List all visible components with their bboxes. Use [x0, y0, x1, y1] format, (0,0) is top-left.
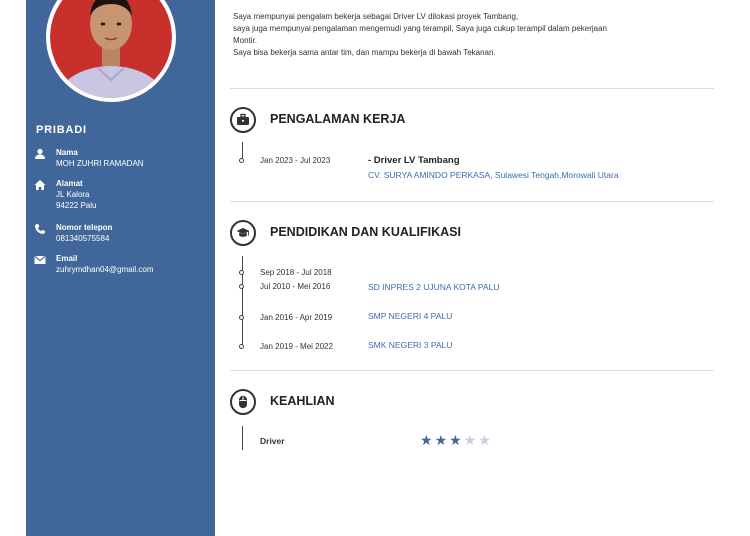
summary-line: Saya bisa bekerja sama antar tim, dan mampu bekerja di bawah Tekanan.: [233, 48, 496, 57]
info-label: Nama: [56, 148, 78, 157]
section-divider: [230, 201, 714, 202]
mouse-icon: [236, 395, 250, 409]
education-title: PENDIDIKAN DAN KUALIFIKASI: [270, 225, 461, 239]
info-value: MOH ZUHRI RAMADAN: [56, 159, 144, 168]
star-empty-icon: ★: [478, 432, 493, 448]
skill-rating: [420, 432, 493, 449]
phone-icon: [34, 223, 46, 235]
info-label: Alamat: [56, 179, 83, 188]
star-filled-icon: ★: [420, 432, 435, 448]
profile-portrait: [50, 0, 172, 98]
timeline-dot: [239, 284, 244, 289]
info-value: 94222 Palu: [56, 201, 97, 210]
personal-section-title: PRIBADI: [36, 124, 87, 136]
education-date: Jul 2010 - Mei 2016: [260, 282, 331, 291]
skills-section-icon: [230, 389, 256, 415]
section-divider: [230, 370, 714, 371]
experience-date: Jan 2023 - Jul 2023: [260, 156, 331, 165]
info-value: zuhrymdhan04@gmail.com: [56, 265, 154, 274]
education-school: SMP NEGERI 4 PALU: [368, 311, 453, 321]
briefcase-icon: [236, 113, 250, 127]
info-label: Nomor telepon: [56, 223, 113, 232]
education-school: SD INPRES 2 UJUNA KOTA PALU: [368, 282, 500, 292]
envelope-icon: [34, 254, 46, 266]
experience-role: - Driver LV Tambang: [368, 155, 460, 166]
main-content: [230, 0, 714, 536]
education-date: Sep 2018 - Jul 2018: [260, 268, 332, 277]
graduation-cap-icon: [236, 226, 250, 240]
education-section-icon: [230, 220, 256, 246]
info-label: Email: [56, 254, 78, 263]
education-date: Jan 2019 - Mei 2022: [260, 342, 333, 351]
timeline-dot: [239, 158, 244, 163]
experience-title: PENGALAMAN KERJA: [270, 112, 406, 126]
sidebar: [26, 0, 215, 536]
timeline-dot: [239, 315, 244, 320]
info-value: JL Kalora: [56, 190, 90, 199]
skills-title: KEAHLIAN: [270, 394, 335, 408]
experience-section-icon: [230, 107, 256, 133]
star-filled-icon: ★: [434, 432, 450, 448]
summary-line: saya juga mempunyai pengalaman mengemudi yang terampil, Saya juga cukup terampil dalam pekerjaan: [233, 24, 607, 33]
section-divider: [230, 88, 714, 89]
summary-line: Saya mempunyai pengalam bekerja sebagai Driver LV dilokasi proyek Tambang,: [233, 12, 519, 21]
education-school: SMK NEGERI 3 PALU: [368, 340, 453, 350]
star-empty-icon: ★: [463, 432, 479, 448]
skill-name: Driver: [260, 436, 285, 446]
timeline-line: [242, 426, 243, 450]
education-date: Jan 2016 - Apr 2019: [260, 313, 333, 322]
person-icon: [34, 148, 46, 160]
experience-company: CV. SURYA AMINDO PERKASA, Sulawesi Tengah,Morowali Utara: [368, 170, 619, 180]
star-filled-icon: ★: [449, 432, 464, 448]
profile-summary: [233, 11, 607, 59]
profile-photo: [46, 0, 176, 102]
home-icon: [34, 179, 46, 191]
summary-line: Montir.: [233, 36, 258, 45]
timeline-dot: [239, 344, 244, 349]
timeline-dot: [239, 270, 244, 275]
info-value: 081340575584: [56, 234, 110, 243]
